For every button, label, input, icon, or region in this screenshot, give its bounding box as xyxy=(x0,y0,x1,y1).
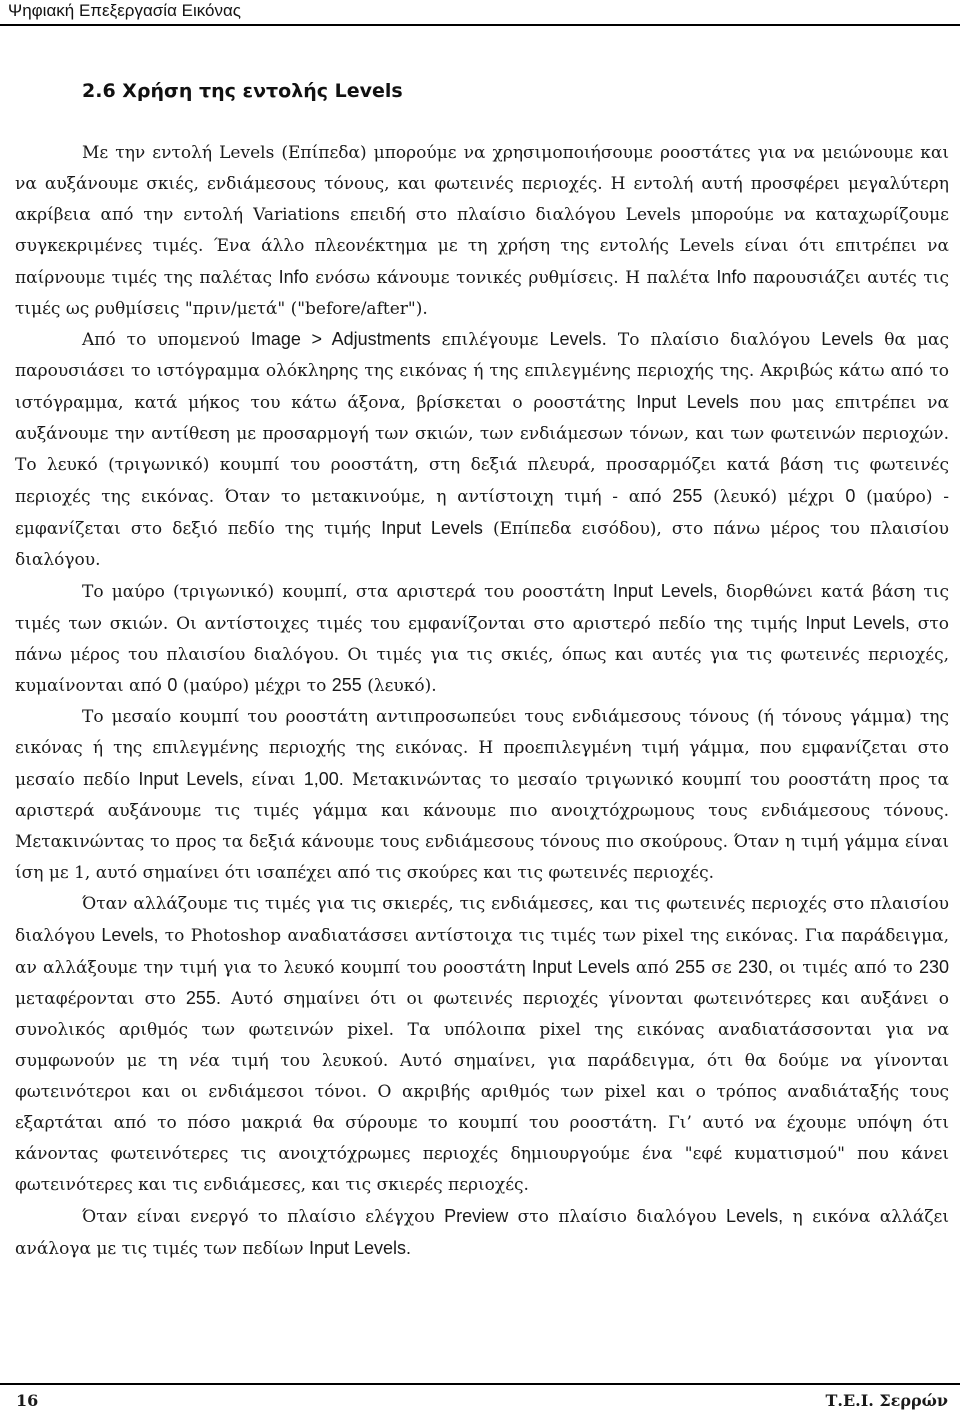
section-heading: 2.6 Χρήση της εντολής Levels xyxy=(82,80,403,102)
text-run: που μας επιτρέπει να αυξάνουμε την αντίθεση με προσαρμογή των σκιών, των ενδιάμεσων τόνων, και των φωτεινών περιοχών. Το λευκό (τριγωνικό) κουμπί του ροοστάτη, στη δεξιά πλευρά, προσαρμόζει κατά βάση τις φωτεινές περιοχές της εικόνας. Όταν το μετακινούμε, η αντίστοιχη τιμή - από xyxy=(15,393,950,507)
text-run: μεταφέρονται στο xyxy=(15,989,186,1010)
ui-term: 0 xyxy=(167,675,178,696)
ui-term: 230, xyxy=(737,956,773,977)
text-run: παρουσιάζει αυτές τις τιμές ως ρυθμίσεις "πριν/μετά" ("before/after"). xyxy=(15,267,949,319)
ui-term: Levels, xyxy=(101,924,159,945)
ui-term: Info xyxy=(716,266,747,287)
text-run: η εικόνα αλλάζει ανάλογα με τις τιμές των πεδίων xyxy=(15,1206,950,1259)
text-run: (Επίπεδα εισόδου), στο πάνω μέρος του πλαισίου διαλόγου. xyxy=(15,518,949,570)
text-run: (μαύρο) - εμφανίζεται στο δεξιό πεδίο της τιμής xyxy=(15,486,949,539)
text-run: Όταν είναι ενεργό το πλαίσιο ελέγχου xyxy=(82,1206,445,1227)
text-run: από xyxy=(629,957,676,978)
ui-term: Input Levels xyxy=(531,956,630,977)
text-run: διορθώνει κατά βάση τις τιμές των σκιών. Οι αντίστοιχες τιμές του εμφανίζονται στο αριστερό πεδίο της τιμής xyxy=(15,581,950,634)
ui-term: Levels xyxy=(821,329,874,350)
text-run: επιλέγουμε xyxy=(430,330,550,351)
text-run: . Το πλαίσιο διαλόγου xyxy=(601,330,822,351)
ui-term: Input Levels xyxy=(381,517,483,538)
paragraph xyxy=(15,324,949,575)
ui-term: Input Levels, xyxy=(612,580,718,601)
ui-term: 255 xyxy=(672,485,703,506)
text-run: (λευκό). xyxy=(361,676,437,697)
ui-term: Input Levels, xyxy=(138,769,244,790)
ui-term: 230 xyxy=(918,956,949,977)
page-number: 16 xyxy=(16,1391,39,1410)
text-run: στο πάνω μέρος του πλαισίου διαλόγου. Οι τιμές για τις σκιές, όπως και αυτές για τις φωτεινές περιοχές, κυμαίνονται από xyxy=(15,613,950,697)
ui-term: Preview xyxy=(444,1205,509,1226)
ui-term: Input Levels. xyxy=(308,1237,412,1258)
paragraph xyxy=(15,1201,949,1265)
body-text xyxy=(15,138,949,1265)
text-run: Αυτό σημαίνει ότι οι φωτεινές περιοχές γίνονται φωτεινότερες και αυξάνει ο συνολικός αριθμός των φωτεινών pixel. Τα υπόλοιπα pixel της εικόνας αναδιατάσσονται για να συμφωνούν με τη νέα τιμή του λευκού. Αυτό σημαίνει, για παράδειγμα, ότι θα δούμε να γίνονται φωτεινότεροι και οι ενδιάμεσοι τόνοι. Ο ακριβής αριθμός των pixel και ο τρόπος αναδιάταξής τους εξαρτάται από το πόσο μακριά θα σύρουμε το κουμπί του ροοστάτη. Γι’ αυτό να έχουμε υπόψη ότι κάνοντας φωτεινότερες τις ανοιχτόχρωμες περιοχές δημιουργούμε ένα "εφέ κυματισμού" που κάνει φωτεινότερες και τις ενδιάμεσες, και τις σκιερές περιοχές. xyxy=(15,989,949,1195)
paragraph xyxy=(15,889,949,1201)
ui-term: 255 xyxy=(331,675,362,696)
text-run: οι τιμές από το xyxy=(772,957,919,978)
text-run: Μετακινώντας το μεσαίο τριγωνικό κουμπί του ροοστάτη προς τα αριστερά αυξάνουμε τις τιμές γάμμα και κάνουμε πιο ανοιχτόχρωμους τους ενδιάμεσους τόνους. Μετακινώντας το προς τα δεξιά κάνουμε τους ενδιάμεσους τόνους πιο σκούρους. Όταν η τιμή γάμμα είναι ίση με 1, αυτό σημαίνει ότι ισαπέχει από τις σκούρες και τις φωτεινές περιοχές. xyxy=(15,770,950,883)
ui-term: Levels xyxy=(549,329,602,350)
text-run: (λευκό) μέχρι xyxy=(702,486,846,507)
ui-term: Input Levels, xyxy=(805,612,910,633)
ui-term: 255 xyxy=(675,956,706,977)
text-run: στο πλαίσιο διαλόγου xyxy=(508,1206,727,1227)
text-run: ενόσω κάνουμε τονικές ρυθμίσεις. Η παλέτα xyxy=(308,267,717,288)
ui-term: 1,00. xyxy=(303,769,344,790)
text-run: σε xyxy=(705,957,738,978)
ui-term: 255. xyxy=(185,988,221,1009)
text-run: το Photoshop αναδιατάσσει αντίστοιχα τις τιμές των pixel της εικόνας. Για παράδειγμα, αν αλλάξουμε την τιμή για το λευκό κουμπί του ροοστάτη xyxy=(15,925,950,978)
text-run: Το μεσαίο κουμπί του ροοστάτη αντιπροσωπεύει τους ενδιάμεσους τόνους (ή τόνους γάμμα) της εικόνας ή της επιλεγμένης περιοχής της εικόνας. Η προεπιλεγμένη τιμή γάμμα, που εμφανίζεται στο μεσαίο πεδίο xyxy=(15,707,949,791)
text-run: (μαύρο) μέχρι το xyxy=(177,676,332,697)
ui-term: Image > Adjustments xyxy=(250,329,431,350)
ui-term: 0 xyxy=(845,485,856,506)
text-run: θα μας παρουσιάσει το ιστόγραμμα ολόκληρης της εικόνας ή της επιλεγμένης περιοχής της. Ακριβώς κάτω από το ιστόγραμμα, κατά μήκος του κάτω άξονα, βρίσκεται ο ροοστάτης xyxy=(15,330,950,414)
ui-term: Input Levels xyxy=(636,392,739,413)
text-run: Με την εντολή Levels (Επίπεδα) μπορούμε να χρησιμοποιήσουμε ροοστάτες για να μειώνουμε και να αυξάνουμε σκιές, ενδιάμεσους τόνους, και φωτεινές περιοχές. Η εντολή αυτή προσφέρει μεγαλύτερη ακρίβεια από την εντολή Variations επειδή στο πλαίσιο διαλόγου Levels μπορούμε να καταχωρίζουμε συγκεκριμένες τιμές. Ένα άλλο πλεονέκτημα με τη χρήση της εντολής Levels είναι ότι επιτρέπει να παίρνουμε τιμές της παλέτας xyxy=(15,143,949,288)
paragraph xyxy=(15,576,949,703)
text-run: Όταν αλλάζουμε τις τιμές για τις σκιερές, τις ενδιάμεσες, και τις φωτεινές περιοχές στο πλαισίου διαλόγου xyxy=(15,893,949,946)
text-run: είναι xyxy=(243,770,304,791)
ui-term: Info xyxy=(278,266,309,287)
paragraph xyxy=(15,138,949,324)
ui-term: Levels, xyxy=(726,1205,784,1226)
page-footer xyxy=(0,1383,960,1416)
paragraph xyxy=(15,702,949,888)
page-header xyxy=(0,0,960,26)
running-title: Ψηφιακή Επεξεργασία Εικόνας xyxy=(8,1,242,20)
institution-name: Τ.Ε.Ι. Σερρών xyxy=(825,1391,948,1410)
text-run: Το μαύρο (τριγωνικό) κουμπί, στα αριστερά του ροοστάτη xyxy=(82,581,613,602)
text-run: Από το υπομενού xyxy=(82,330,251,351)
